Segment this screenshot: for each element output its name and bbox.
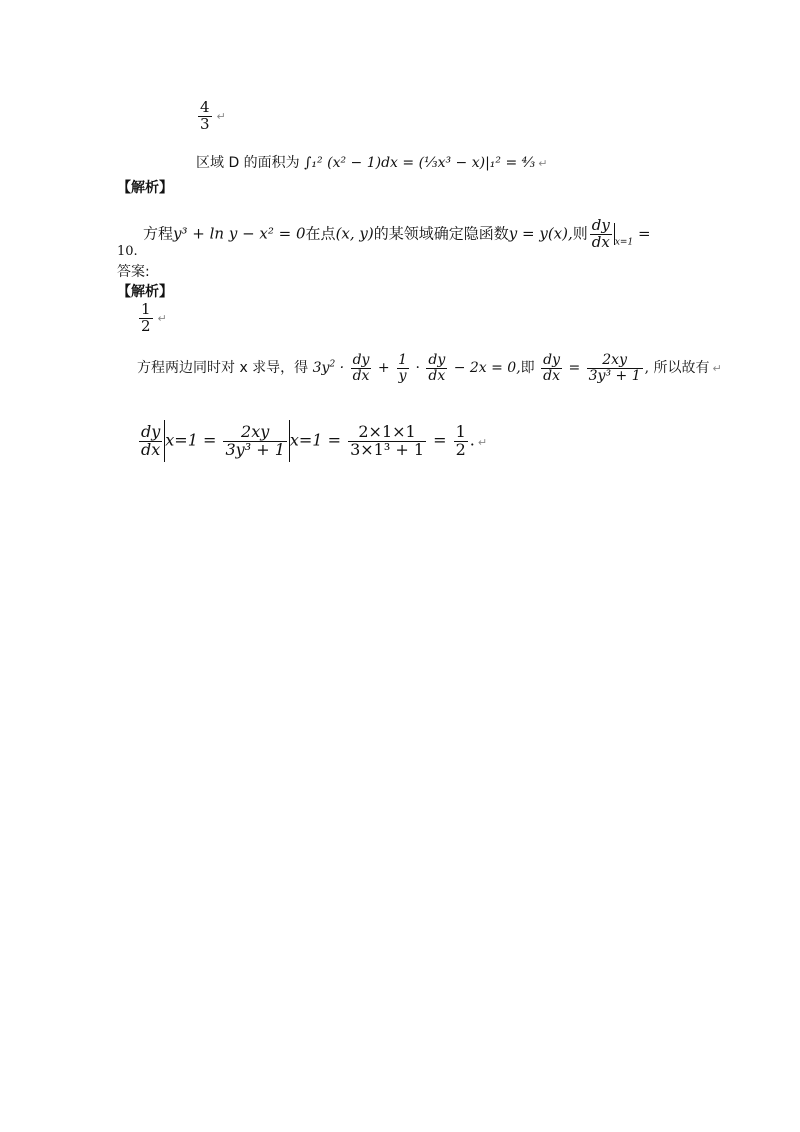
result-num: 1 — [455, 421, 466, 441]
solution-text-3: 所以故有 — [653, 360, 710, 377]
area-line — [196, 152, 547, 172]
stem-prefix: 方程 — [143, 224, 174, 243]
answer-denominator: 2 — [141, 316, 151, 335]
jiexi-heading-2: 【解析】 — [117, 284, 173, 300]
answer-numerator: 4 — [200, 98, 210, 116]
stem-then: 则 — [572, 224, 588, 243]
area-formula: ∫₁² (x² − 1)dx = (⅓x³ − x)|₁² = ⁴⁄₃ — [304, 155, 536, 171]
answer-numerator: 1 — [141, 300, 151, 318]
deriv-den: dx — [591, 232, 610, 251]
eval-sub-2: x=1 — [289, 430, 323, 450]
stem-derivative — [590, 218, 612, 251]
fraction-num: 2xy — [602, 352, 627, 368]
stem-mid-2: 的某领域确定隐函数 — [373, 224, 509, 243]
result-den: 2 — [455, 439, 466, 459]
final-evaluation: $\frac{dy}{dx}$ x=1 = $\frac{2xy}{\text{3y³ + 1}}$ x=1 = $\frac{2\times 1\times 1}{\text{3×1³ + 1}}$ = $\frac{1}{2}$ . ↵ — [137, 420, 487, 462]
fraction-den: 3y³ + 1 — [588, 367, 641, 384]
answer-fraction-p10 — [137, 302, 167, 335]
area-text: 区域 D 的面积为 — [196, 155, 300, 171]
solution-text-2: 即 — [520, 360, 535, 377]
problem-10-stem — [143, 218, 651, 251]
final-num-1: 2xy — [241, 421, 270, 441]
return-mark-icon: ↵ — [712, 362, 722, 376]
eval-sub-1: x=1 — [165, 430, 198, 450]
stem-equation: y³ + ln y − x² = 0 — [173, 224, 306, 243]
problem-number: 10. — [117, 244, 138, 259]
solution-text-1: 方程两边同时对 x 求导，得 — [137, 360, 309, 377]
stem-point: (x, y) — [335, 224, 374, 243]
final-num-2: 2×1×1 — [358, 421, 416, 441]
solution-line: 方程两边同时对 x 求导，得 $3y^2$ · $\frac{dy}{dx}$ + $\frac{1}{y}$ · $\frac{dy}{dx}$ − 2x = 0,即 $\frac{dy}{dx}$ = $\frac{2xy}{\text{3y³ + 1}}$ , 所以故有 ↵ — [137, 352, 722, 384]
return-mark-icon: ↵ — [477, 435, 488, 449]
answer-label: 答案: — [117, 264, 150, 280]
deriv-sub: x=1 — [614, 237, 634, 248]
jiexi-heading-1: 【解析】 — [117, 180, 173, 196]
return-mark-icon: ↵ — [538, 157, 548, 170]
deriv-eq: = — [637, 224, 651, 243]
final-den-2: 3×1³ + 1 — [350, 439, 425, 459]
stem-mid-1: 在点 — [305, 224, 336, 243]
return-mark-icon: ↵ — [157, 312, 167, 326]
stem-function: y = y(x), — [508, 224, 573, 243]
answer-denominator: 3 — [200, 114, 210, 133]
final-den-1: 3y³ + 1 — [225, 439, 285, 459]
answer-fraction-p9 — [196, 100, 226, 133]
return-mark-icon: ↵ — [216, 110, 226, 124]
deriv-num: dy — [591, 216, 610, 234]
